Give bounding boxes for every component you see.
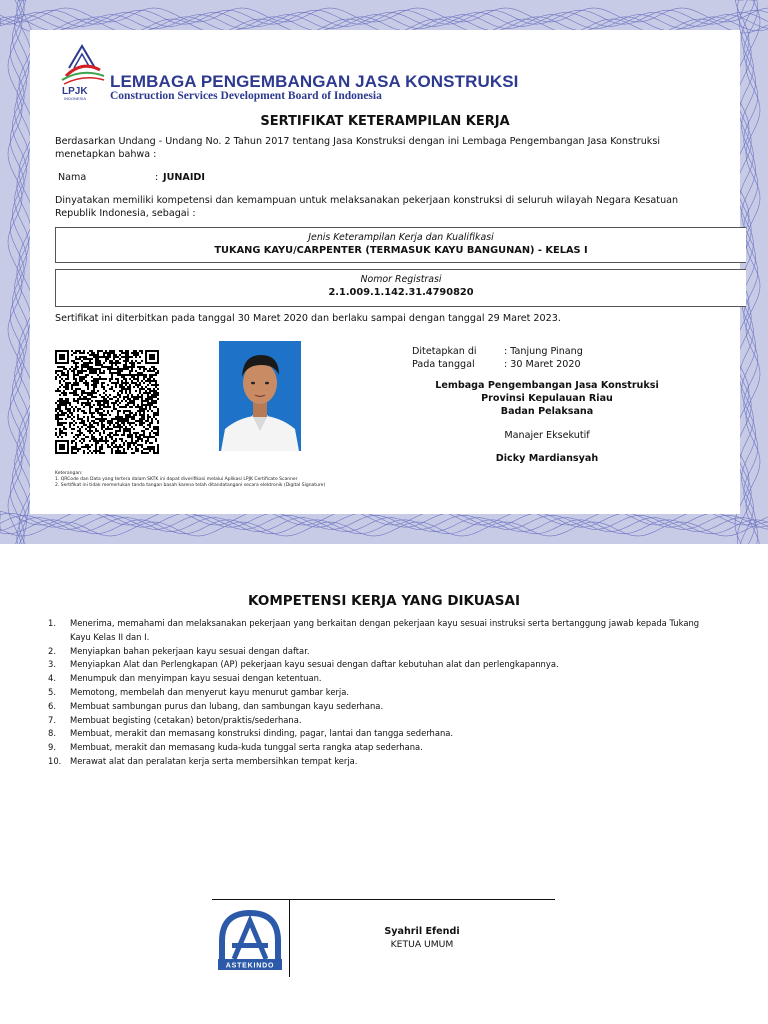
list-item: 9. Membuat, merakit dan memasang kuda-kuda tunggal serta rangka atap sederhana. (48, 742, 423, 753)
place-label: Ditetapkan di (412, 346, 477, 357)
signer-name: Dicky Mardiansyah (495, 453, 599, 464)
registration-number: 2.1.009.1.142.31.4790820 (328, 287, 474, 298)
signature-block (412, 345, 682, 465)
qr-code[interactable] (55, 350, 159, 454)
sig-org-line3: Badan Pelaksana (500, 406, 594, 417)
notes-line1: 1. QRCode dan Data yang tertera dalam SKTK ini dapat diverifikasi melalui Aplikasi LPJK Certificate Scanner (55, 477, 298, 482)
lpjk-logo (52, 40, 112, 102)
astekindo-logo (214, 905, 286, 973)
place-value: : Tanjung Pinang (504, 346, 583, 357)
intro-text: Berdasarkan Undang - Undang No. 2 Tahun 2017 tentang Jasa Konstruksi dengan ini Lembaga Pengembangan Jasa Konstruksi menetapkan bahwa : (55, 136, 660, 160)
name-label: Nama (58, 172, 87, 183)
competencies-title: KOMPETENSI KERJA YANG DIKUASAI (248, 593, 520, 609)
chairman-title: KETUA UMUM (390, 939, 454, 950)
astekindo-logo-text: ASTEKINDO (225, 962, 275, 970)
date-label: Pada tanggal (412, 359, 475, 370)
sig-org-line2: Provinsi Kepulauan Riau (481, 393, 613, 404)
qualification-value: TUKANG KAYU/CARPENTER (TERMASUK KAYU BANGUNAN) - KELAS I (214, 245, 588, 256)
registration-box (55, 269, 746, 307)
notes (55, 471, 325, 489)
list-item: 5. Memotong, membelah dan menyerut kayu menurut gambar kerja. (48, 686, 350, 697)
list-item: 6. Membuat sambungan purus dan lubang, dan sambungan kayu sederhana. (48, 700, 384, 711)
certificate-title: SERTIFIKAT KETERAMPILAN KERJA (260, 114, 510, 129)
org-name: LEMBAGA PENGEMBANGAN JASA KONSTRUKSI (110, 72, 519, 91)
name-colon: : (155, 172, 159, 183)
list-item: 10. Merawat alat dan peralatan kerja serta membersihkan tempat kerja. (48, 755, 358, 766)
signer-role: Manajer Eksekutif (504, 430, 590, 441)
list-item: 3. Menyiapkan Alat dan Perlengkapan (AP) pekerjaan kayu sesuai dengan daftar kebutuhan alat dan perlengkapannya. (48, 659, 559, 670)
sig-org-line1: Lembaga Pengembangan Jasa Konstruksi (435, 380, 659, 391)
list-item: 4. Menumpuk dan menyimpan kayu sesuai dengan ketentuan. (48, 673, 322, 684)
list-item: 1. Menerima, memahami dan melaksanakan pekerjaan yang berkaitan dengan pekerjaan kayu sesuai instruksi serta bertanggung jawab kepada Tukang Kayu Kelas II dan I. (48, 618, 700, 642)
org-name-english: Construction Services Development Board of Indonesia (110, 90, 382, 102)
lpjk-logo-subtext: INDONESIA (64, 96, 87, 101)
declaration-text: Dinyatakan memiliki kompetensi dan kemampuan untuk melaksanakan pekerjaan konstruksi di seluruh wilayah Negara Kesatuan Republik Indonesia, sebagai : (55, 195, 679, 219)
list-item: 2. Menyiapkan bahan pekerjaan kayu sesuai dengan daftar. (48, 645, 310, 656)
competencies-list (48, 617, 708, 769)
footer-divider (212, 899, 555, 900)
certificate-body (30, 30, 740, 514)
lpjk-logo-text: LPJK (62, 86, 88, 97)
portrait-image (219, 341, 301, 451)
border-wave (0, 520, 768, 534)
holder-name: JUNAIDI (163, 172, 205, 183)
footer-vertical-divider (289, 899, 290, 977)
notes-line2: 2. Sertifikat ini tidak memerlukan tanda tangan basah karena telah ditandatangani secara elektronik (Digital Signature) (55, 483, 326, 488)
border-wave (0, 17, 768, 31)
notes-title: Keterangan: (55, 471, 83, 476)
qualification-label: Jenis Keterampilan Kerja dan Kualifikasi (308, 232, 494, 243)
list-item: 8. Membuat, merakit dan memasang konstruksi dinding, pagar, lantai dan tangga sederhana. (48, 728, 454, 739)
qualification-box (55, 227, 746, 263)
date-value: : 30 Maret 2020 (504, 359, 581, 370)
holder-photo (219, 341, 301, 451)
list-item: 7. Membuat begisting (cetakan) beton/praktis/sederhana. (48, 714, 302, 725)
registration-label: Nomor Registrasi (360, 274, 442, 285)
issued-validity-text: Sertifikat ini diterbitkan pada tanggal 30 Maret 2020 dan berlaku sampai dengan tanggal 29 Maret 2023. (55, 313, 561, 324)
chairman-name: Syahril Efendi (384, 926, 460, 937)
